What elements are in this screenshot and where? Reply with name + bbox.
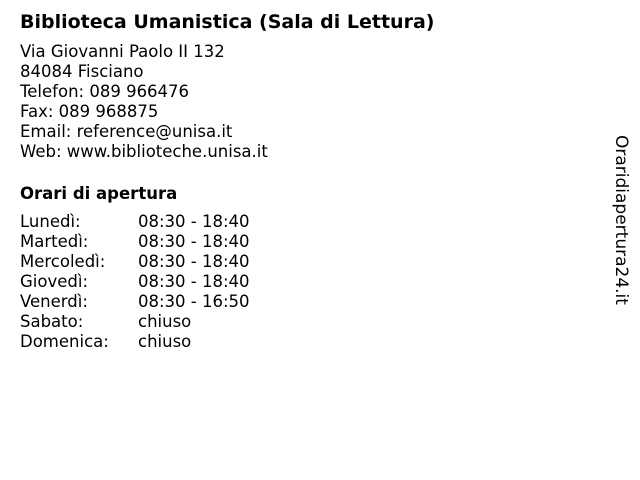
hours-row-wednesday — [20, 252, 580, 272]
day-label: Mercoledì: — [20, 252, 106, 271]
time-range: 08:30 - 18:40 — [138, 252, 250, 271]
day-label: Sabato: — [20, 312, 84, 331]
website-address: Web: www.biblioteche.unisa.it — [20, 142, 268, 161]
day-label: Lunedì: — [20, 212, 81, 231]
hours-row-friday — [20, 292, 580, 312]
time-range: 08:30 - 18:40 — [138, 232, 250, 251]
library-info-card — [20, 10, 580, 352]
day-label: Martedì: — [20, 232, 89, 251]
hours-row-saturday — [20, 312, 580, 332]
time-range: chiuso — [138, 312, 192, 331]
opening-hours-list — [20, 212, 580, 352]
phone-number: Telefon: 089 966476 — [20, 82, 190, 101]
day-label: Giovedì: — [20, 272, 88, 291]
time-range: 08:30 - 18:40 — [138, 212, 250, 231]
hours-row-tuesday — [20, 232, 580, 252]
address-block — [20, 42, 580, 162]
day-label: Domenica: — [20, 332, 109, 351]
hours-row-sunday — [20, 332, 580, 352]
page-title: Biblioteca Umanistica (Sala di Lettura) — [20, 11, 435, 33]
day-label: Venerdì: — [20, 292, 88, 311]
site-brand-text: Oraridiapertura24.it — [611, 135, 631, 305]
site-brand-watermark — [608, 135, 634, 315]
time-range: chiuso — [138, 332, 192, 351]
hours-row-thursday — [20, 272, 580, 292]
email-address: Email: reference@unisa.it — [20, 122, 233, 141]
time-range: 08:30 - 16:50 — [138, 292, 250, 311]
street-address: Via Giovanni Paolo II 132 — [20, 42, 225, 61]
hours-row-monday — [20, 212, 580, 232]
opening-hours-heading: Orari di apertura — [20, 184, 178, 203]
postal-city: 84084 Fisciano — [20, 62, 144, 81]
fax-number: Fax: 089 968875 — [20, 102, 159, 121]
time-range: 08:30 - 18:40 — [138, 272, 250, 291]
